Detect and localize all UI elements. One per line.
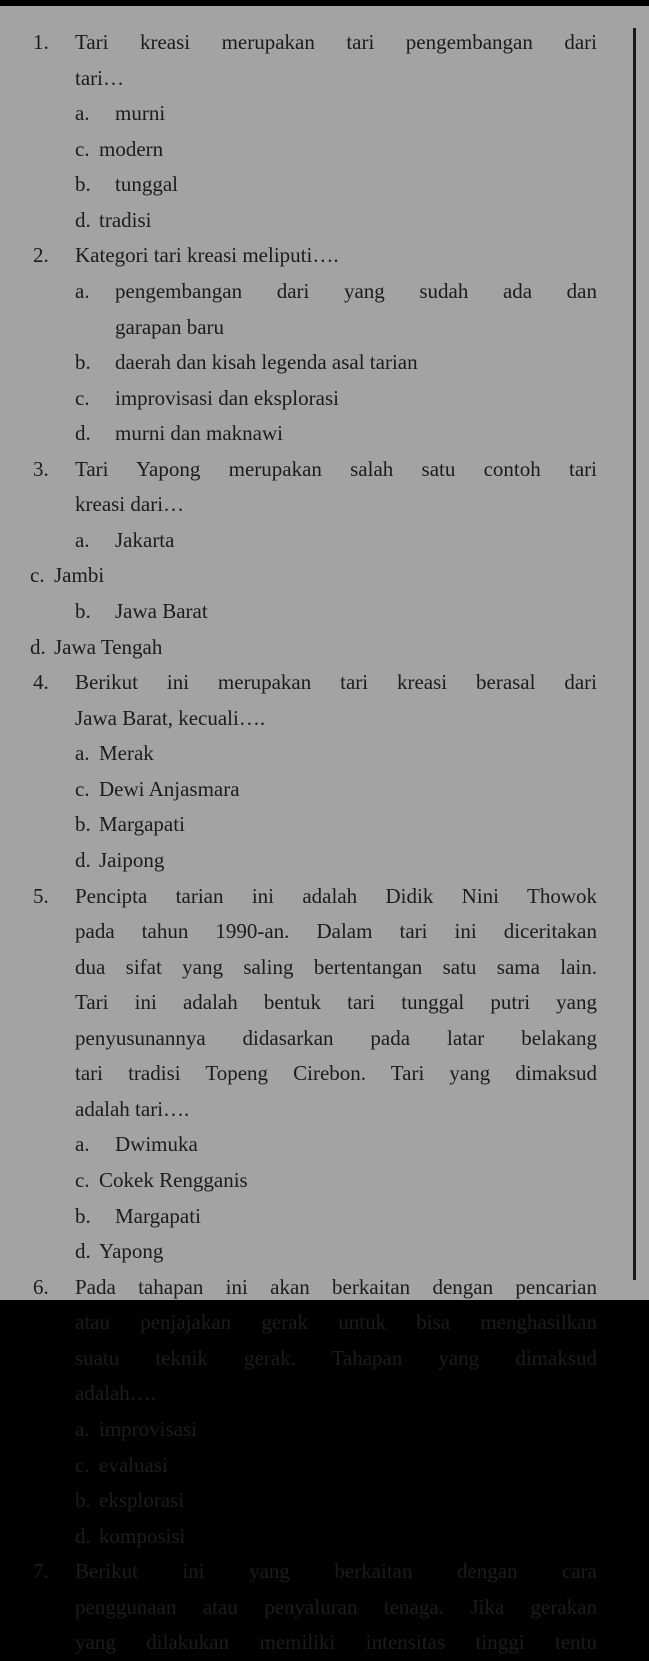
question-number: 6. bbox=[33, 1274, 49, 1299]
option-text: murni dan maknawi bbox=[115, 421, 283, 446]
option-label: b. bbox=[75, 812, 91, 837]
option-a bbox=[75, 523, 345, 559]
question-text: adalah…. bbox=[75, 1381, 157, 1406]
question-text: Jawa Barat, kecuali…. bbox=[75, 705, 266, 730]
option-b bbox=[75, 807, 345, 843]
option-text: komposisi bbox=[99, 1523, 186, 1548]
question-text: tari… bbox=[75, 65, 124, 90]
option-b bbox=[75, 345, 597, 381]
option-text: Jakarta bbox=[115, 527, 175, 552]
option-label: c. bbox=[75, 1452, 90, 1477]
option-label: c. bbox=[75, 776, 90, 801]
question-3 bbox=[30, 452, 597, 665]
question-text: Pada tahapan ini akan berkaitan dengan pencarian bbox=[75, 1274, 597, 1299]
option-a bbox=[75, 274, 597, 345]
option-a bbox=[75, 1412, 345, 1448]
option-label: c. bbox=[30, 563, 45, 588]
option-label: a. bbox=[75, 101, 90, 126]
question-text: adalah tari…. bbox=[75, 1096, 190, 1121]
option-label: c. bbox=[75, 136, 90, 161]
option-label: a. bbox=[75, 278, 90, 303]
question-text: atau penjajakan gerak untuk bisa menghasilkan bbox=[75, 1310, 597, 1335]
option-b bbox=[75, 167, 345, 203]
question-text: Tari ini adalah bentuk tari tunggal putri yang bbox=[75, 990, 597, 1015]
option-text: murni bbox=[115, 101, 166, 126]
question-number: 5. bbox=[33, 883, 49, 908]
question-1 bbox=[33, 25, 597, 238]
option-text: Margapati bbox=[115, 1203, 201, 1228]
option-label: c. bbox=[75, 385, 90, 410]
question-6 bbox=[33, 1270, 597, 1555]
question-5 bbox=[33, 879, 597, 1270]
option-c bbox=[30, 558, 345, 594]
option-text: eksplorasi bbox=[99, 1488, 185, 1513]
option-text: improvisasi bbox=[99, 1416, 197, 1441]
option-label: d. bbox=[75, 847, 91, 872]
question-text: pada tahun 1990-an. Dalam tari ini diceritakan bbox=[75, 919, 597, 944]
option-label: a. bbox=[75, 1132, 90, 1157]
question-text: dua sifat yang saling bertentangan satu sama lain. bbox=[75, 954, 597, 979]
option-d bbox=[75, 416, 597, 452]
option-b bbox=[75, 594, 345, 630]
option-text: tunggal bbox=[115, 172, 178, 197]
option-text: pengembangan dari yang sudah ada dan bbox=[115, 278, 597, 303]
option-text: evaluasi bbox=[99, 1452, 168, 1477]
option-label: d. bbox=[75, 421, 91, 446]
option-label: b. bbox=[75, 1488, 91, 1513]
option-a bbox=[75, 1127, 345, 1163]
option-label: b. bbox=[75, 172, 91, 197]
option-c bbox=[75, 772, 345, 808]
question-text: penggunaan atau penyaluran tenaga. Jika gerakan bbox=[75, 1594, 597, 1619]
option-label: b. bbox=[75, 599, 91, 623]
option-a bbox=[75, 736, 345, 772]
question-text: Berikut ini merupakan tari kreasi berasal dari bbox=[75, 670, 597, 695]
option-c bbox=[75, 1163, 345, 1199]
option-text: tradisi bbox=[99, 207, 152, 232]
option-text: Margapati bbox=[99, 812, 185, 837]
option-c bbox=[75, 381, 597, 417]
option-c bbox=[75, 1448, 345, 1484]
option-text: Dwimuka bbox=[115, 1132, 198, 1157]
question-4 bbox=[33, 665, 597, 878]
question-number: 2. bbox=[33, 243, 49, 268]
option-text: garapan baru bbox=[115, 314, 225, 339]
option-label: a. bbox=[75, 1416, 90, 1441]
question-number: 7. bbox=[33, 1559, 49, 1584]
option-d bbox=[75, 843, 345, 879]
question-number: 3. bbox=[33, 456, 49, 481]
question-text: tari tradisi Topeng Cirebon. Tari yang dimaksud bbox=[75, 1061, 597, 1086]
option-text: Jawa Tengah bbox=[54, 634, 163, 659]
question-text: Pencipta tarian ini adalah Didik Nini Thowok bbox=[75, 883, 597, 908]
option-label: d. bbox=[75, 207, 91, 232]
question-7 bbox=[33, 1554, 597, 1661]
question-text: yang dilakukan memiliki intensitas tinggi tentu bbox=[75, 1630, 597, 1655]
option-text: modern bbox=[99, 136, 164, 161]
option-text: Yapong bbox=[99, 1239, 164, 1264]
question-list bbox=[30, 25, 597, 1661]
option-d bbox=[75, 203, 345, 239]
option-label: b. bbox=[75, 350, 91, 375]
option-label: c. bbox=[75, 1168, 90, 1192]
question-text: Tari Yapong merupakan salah satu contoh tari bbox=[75, 456, 597, 481]
option-text: Jambi bbox=[54, 563, 105, 588]
option-text: daerah dan kisah legenda asal tarian bbox=[115, 350, 418, 375]
option-text: Jaipong bbox=[99, 847, 165, 872]
option-b bbox=[75, 1483, 345, 1519]
question-number: 1. bbox=[33, 30, 49, 54]
margin-rule bbox=[633, 28, 636, 1280]
question-text: Berikut ini yang berkaitan dengan cara bbox=[75, 1559, 597, 1584]
option-a bbox=[75, 96, 345, 132]
option-c bbox=[75, 132, 345, 168]
question-number: 4. bbox=[33, 670, 49, 695]
option-label: d. bbox=[75, 1239, 91, 1264]
option-label: a. bbox=[75, 741, 90, 766]
question-text: suatu teknik gerak. Tahapan yang dimaksud bbox=[75, 1345, 597, 1370]
option-label: a. bbox=[75, 527, 90, 552]
question-2 bbox=[33, 238, 597, 451]
question-text: Kategori tari kreasi meliputi…. bbox=[75, 243, 339, 268]
question-text: penyusunannya didasarkan pada latar belakang bbox=[75, 1025, 597, 1050]
option-label: d. bbox=[30, 634, 46, 659]
document-page bbox=[0, 6, 649, 1655]
option-label: b. bbox=[75, 1203, 91, 1228]
option-d bbox=[75, 1234, 345, 1270]
option-text: improvisasi dan eksplorasi bbox=[115, 385, 339, 410]
option-b bbox=[75, 1199, 345, 1235]
question-text: Tari kreasi merupakan tari pengembangan dari bbox=[75, 30, 597, 54]
option-text: Dewi Anjasmara bbox=[99, 776, 240, 801]
option-label: d. bbox=[75, 1523, 91, 1548]
option-text: Jawa Barat bbox=[115, 599, 208, 623]
option-d bbox=[75, 1519, 345, 1555]
question-text: kreasi dari… bbox=[75, 492, 185, 517]
option-text: Cokek Rengganis bbox=[99, 1168, 248, 1192]
option-text: Merak bbox=[99, 741, 154, 766]
option-d bbox=[30, 630, 345, 666]
